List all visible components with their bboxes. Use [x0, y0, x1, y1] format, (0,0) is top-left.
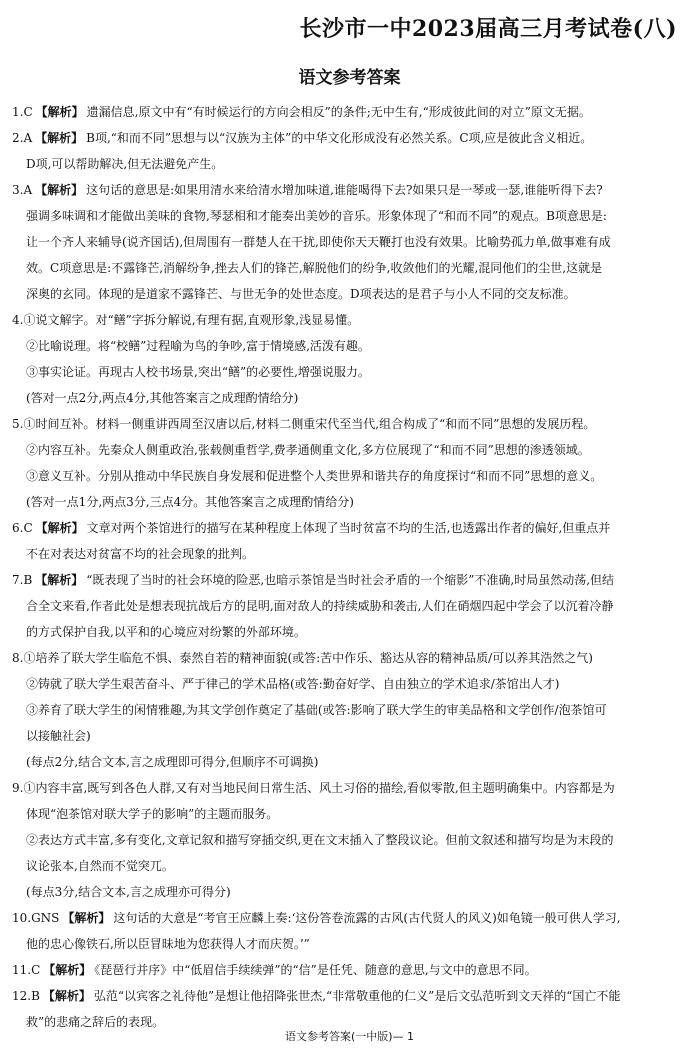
item-text: ①培养了联大学生临危不惧、泰然自若的精神面貌(或答:苦中作乐、豁达从容的精神品质/可以养其浩然之气) — [23, 651, 593, 665]
item-text: 遗漏信息,原文中有“有时候运行的方向会相反”的条件;无中生有,“形成彼此间的对立”原文无据。 — [86, 105, 591, 119]
item-text: ②内容互补。先秦众人侧重政治,张载侧重哲学,费孝通侧重文化,多方位展现了“和而不同”思想的渗透领域。 — [26, 443, 590, 457]
item-text: “既表现了当时的社会环境的险恶,也暗示茶馆是当时社会矛盾的一个缩影”不准确,时局虽然动荡,但结 — [86, 573, 615, 587]
item-text: ③意义互补。分别从推动中华民族自身发展和促进整个人类世界和谐共存的角度探讨“和而不同”思想的意义。 — [26, 469, 603, 483]
item-text: 体现“泡茶馆对联大学子的影响”的主题而服务。 — [26, 807, 279, 821]
analysis-tag: 【解析】 — [62, 911, 111, 925]
analysis-tag: 【解析】 — [35, 183, 84, 197]
item-text: ②比喻说理。将“校鳝”过程喻为鸟的争吵,富于情境感,活泼有趣。 — [26, 339, 370, 353]
answer-item-11 — [12, 957, 686, 983]
analysis-tag: 【解析】 — [42, 989, 91, 1003]
answer-item-4 — [12, 307, 686, 411]
page-footer: 语文参考答案(一中版)— 1 — [284, 1030, 415, 1043]
item-text: 文章对两个茶馆进行的描写在某种程度上体现了当时贫富不均的生活,也透露出作者的偏好,但重点并 — [86, 521, 611, 535]
answer-item-2 — [12, 125, 686, 177]
item-number: 7.B — [12, 573, 33, 587]
item-number: 9. — [12, 781, 24, 795]
item-number: 2.A — [12, 131, 33, 145]
analysis-tag: 【解析】 — [35, 105, 84, 119]
item-text: 《琵琶行并序》中“低眉信手续续弹”的“信”是任凭、随意的意思,与文中的意思不同。 — [94, 963, 537, 977]
item-number: 6.C — [12, 521, 33, 535]
answer-item-3 — [12, 177, 686, 307]
page-subtitle: 语文参考答案 — [298, 68, 401, 88]
item-text: 他的忠心像铁石,所以臣冒昧地为您获得人才而庆贺。’” — [26, 937, 310, 951]
item-number: 8. — [12, 651, 24, 665]
item-number: 1.C — [12, 105, 33, 119]
item-number: 12.B — [12, 989, 40, 1003]
answer-item-6 — [12, 515, 686, 567]
item-text: ②铸就了联大学生艰苦奋斗、严于律己的学术品格(或答:勤奋好学、自由独立的学术追求/茶馆出人才) — [26, 677, 560, 691]
item-number: 11.C — [12, 963, 41, 977]
scoring-note: (答对一点1分,两点3分,三点4分。其他答案言之成理酌情给分) — [26, 495, 354, 509]
exam-title: 长沙市一中2023届高三月考试卷(八) — [299, 16, 677, 42]
answer-item-9 — [12, 775, 686, 905]
item-text: 议论张本,自然而不觉突兀。 — [26, 859, 174, 873]
item-text: 深奥的玄同。体现的是道家不露锋芒、与世无争的处世态度。D项表达的是君子与小人不同的交友标准。 — [26, 287, 576, 301]
item-text: 以接触社会) — [26, 729, 91, 743]
item-text: 合全文来看,作者此处是想表现抗战后方的昆明,面对敌人的持续威胁和袭击,人们在硝烟四起中学会了以沉着冷静 — [26, 599, 614, 613]
item-text: 不在对表达对贫富不均的社会现象的批判。 — [26, 547, 255, 561]
scoring-note: (每点3分,结合文本,言之成理亦可得分) — [26, 885, 231, 899]
scoring-note: (每点2分,结合文本,言之成理即可得分,但顺序不可调换) — [26, 755, 319, 769]
item-text: 让一个齐人来辅导(说齐国话),但周围有一群楚人在干扰,即使你天天鞭打也没有效果。比喻势孤力单,做事难有成 — [26, 235, 611, 249]
item-text: 弘范“以宾客之礼待他”是想让他招降张世杰,“非常敬重他的仁义”是后文弘范听到文天祥的“国亡不能 — [93, 989, 621, 1003]
answer-item-10 — [12, 905, 686, 957]
analysis-tag: 【解析】 — [35, 573, 84, 587]
item-number: 10.GNS — [12, 911, 60, 925]
analysis-tag: 【解析】 — [35, 521, 84, 535]
item-text: 强调多味调和才能做出美味的食物,琴瑟相和才能奏出美妙的音乐。形象体现了“和而不同”的观点。B项意思是: — [26, 209, 607, 223]
item-text: ③事实论证。再现古人校书场景,突出“鳝”的必要性,增强说服力。 — [26, 365, 370, 379]
answer-item-5 — [12, 411, 686, 515]
item-number: 4. — [12, 313, 24, 327]
item-number: 5. — [12, 417, 24, 431]
item-text: ①说文解字。对“鳝”字拆分解说,有理有据,直观形象,浅显易懂。 — [23, 313, 360, 327]
analysis-tag: 【解析】 — [43, 963, 92, 977]
item-text: D项,可以帮助解决,但无法避免产生。 — [26, 157, 224, 171]
item-text: ①时间互补。材料一侧重讲西周至汉唐以后,材料二侧重宋代至当代,组合构成了“和而不同”思想的发展历程。 — [23, 417, 596, 431]
item-text: 的方式保护自我,以平和的心境应对纷繁的外部环境。 — [26, 625, 306, 639]
item-text: 效。C项意思是:不露锋芒,消解纷争,挫去人们的锋芒,解脱他们的纷争,收敛他们的光耀,混同他们的尘世,这就是 — [26, 261, 603, 275]
answer-item-1 — [12, 99, 686, 125]
item-text: 这句话的大意是“考官王应麟上奏:‘这份答卷流露的古风(古代贤人的风义)如龟镜一般可供人学习, — [113, 911, 621, 925]
analysis-tag: 【解析】 — [35, 131, 84, 145]
scoring-note: (答对一点2分,两点4分,其他答案言之成理酌情给分) — [26, 391, 299, 405]
item-number: 3.A — [12, 183, 33, 197]
answer-list — [12, 99, 686, 1035]
item-text: ③养育了联大学生的闲情雅趣,为其文学创作奠定了基础(或答:影响了联大学生的审美品格和文学创作/泡茶馆可 — [26, 703, 607, 717]
item-text: ①内容丰富,既写到各色人群,又有对当地民间日常生活、风土习俗的描绘,看似零散,但主题明确集中。内容都是为 — [23, 781, 615, 795]
item-text: 救”的悲痛之辞后的表现。 — [26, 1015, 165, 1029]
answer-item-8 — [12, 645, 686, 775]
item-text: 这句话的意思是:如果用清水来给清水增加味道,谁能喝得下去?如果只是一琴或一瑟,谁能听得下去? — [86, 183, 603, 197]
answer-item-7 — [12, 567, 686, 645]
item-text: B项,“和而不同”思想与以“汉族为主体”的中华文化形成没有必然关系。C项,应是彼此含义相近。 — [86, 131, 593, 145]
item-text: ②表达方式丰富,多有变化,文章记叙和描写穿插交织,更在文末插入了整段议论。但前文叙述和描写均是为末段的 — [26, 833, 614, 847]
